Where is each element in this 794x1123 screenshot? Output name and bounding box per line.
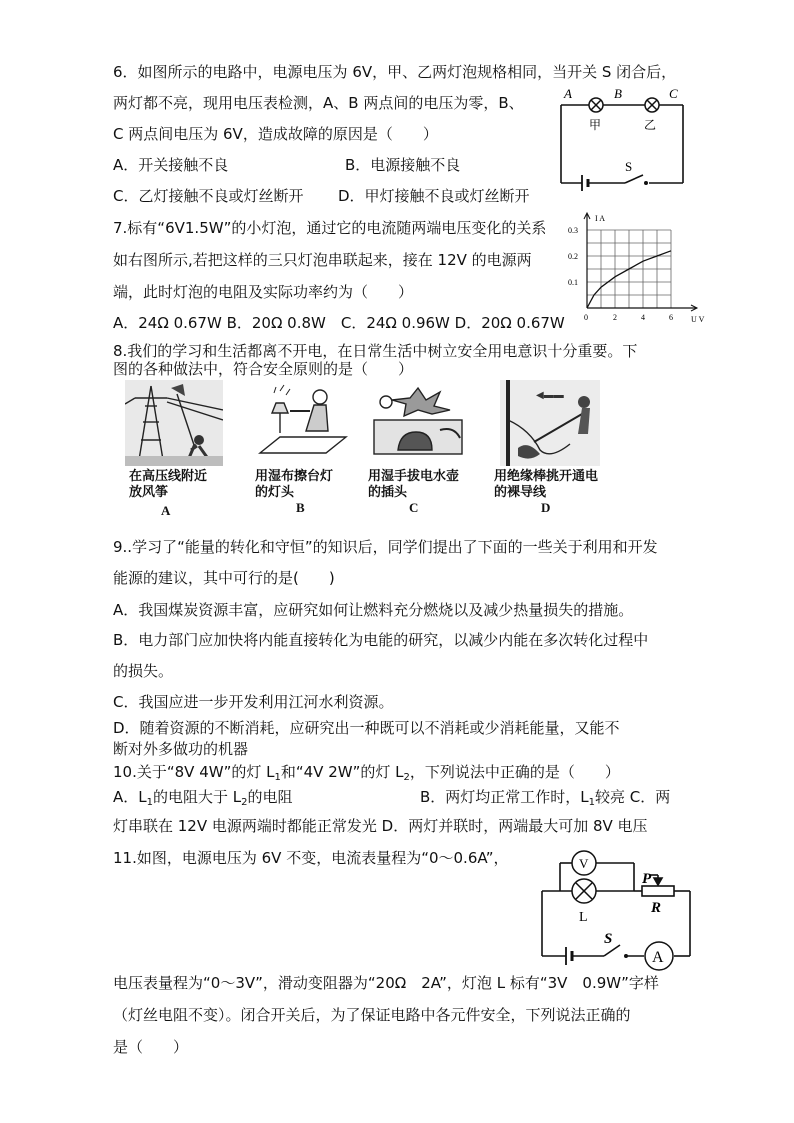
- q6-line2: 两灯都不亮，现用电压表检测，A、B 两点间的电压为零，B、: [113, 94, 524, 112]
- q9-option-a: A．我国煤炭资源丰富，应研究如何让燃料充分燃烧以及减少热量损失的措施。: [113, 601, 634, 619]
- q10-sub-1: 1: [274, 772, 281, 783]
- wiping-lamp-picture: [250, 383, 350, 465]
- switch-pivot: [644, 181, 648, 185]
- voltmeter-label: V: [579, 856, 589, 871]
- picture-d-caption-1: 用绝缘棒挑开通电: [494, 469, 599, 484]
- q10-opt-b-2: 较亮 C．两: [595, 788, 671, 806]
- q10-text-2: 和“4V 2W”的灯 L: [280, 763, 404, 781]
- q7-line2: 如右图所示,若把这样的三只灯泡串联起来，接在 12V 的电源两: [113, 251, 532, 269]
- y-tick-label: 0.1: [568, 278, 578, 287]
- q6-option-a: A．开关接触不良: [113, 156, 229, 174]
- q6-label-yi: 乙: [644, 118, 657, 132]
- q11-line4: 是（ ）: [113, 1038, 189, 1056]
- y-tick-label: 0.3: [568, 226, 578, 235]
- q7-line1: 7.标有“6V1.5W”的小灯泡，通过它的电流随两端电压变化的关系: [113, 219, 547, 237]
- y-tick-label: 0.2: [568, 252, 578, 261]
- origin-tick-label: 0: [584, 313, 588, 322]
- q9-option-d-line1: D．随着资源的不断消耗，应研究出一种既可以不消耗或少消耗能量，又能不: [113, 719, 620, 737]
- q11-line1: 11.如图，电源电压为 6V 不变，电流表量程为“0～0.6A”，: [113, 849, 509, 867]
- iv-chart: [565, 210, 715, 330]
- picture-c-caption-1: 用湿手拔电水壶: [368, 469, 460, 484]
- q9-option-c: C．我国应进一步开发利用江河水利资源。: [113, 693, 394, 711]
- lamp-yi-icon: [645, 98, 659, 112]
- q10-line3: 灯串联在 12V 电源两端时都能正常发光 D．两灯并联时，两端最大可加 8V 电压: [113, 817, 648, 835]
- q6-label-s: S: [625, 159, 633, 174]
- picture-d-letter: D: [541, 500, 551, 515]
- q10-text-1: 10.关于“8V 4W”的灯 L: [113, 763, 275, 781]
- y-axis-label: I A: [595, 214, 605, 223]
- q6-option-d: D．甲灯接触不良或灯丝断开: [338, 187, 530, 205]
- q6-circuit-diagram: [555, 85, 695, 195]
- q10-opt-a-3: 的电阻: [247, 788, 293, 806]
- q6-option-b: B．电源接触不良: [345, 156, 461, 174]
- q11-circuit-diagram: [538, 845, 698, 975]
- kite-near-powerline-picture: [125, 380, 223, 466]
- q6-label-c: C: [669, 86, 678, 101]
- q7-line3: 端，此时灯泡的电阻及实际功率约为（ ）: [113, 283, 414, 301]
- ammeter-label: A: [652, 949, 664, 966]
- insulated-rod-picture: [500, 380, 600, 466]
- q6-option-c: C．乙灯接触不良或灯丝断开: [113, 187, 304, 205]
- q10-opt-a-sub-2: 2: [241, 797, 248, 808]
- rheostat-r-label: R: [651, 900, 662, 916]
- q6-label-b: B: [614, 86, 622, 101]
- svg-text:◀▬▬: ◀▬▬: [536, 390, 564, 401]
- q10-opt-b-1: B．两灯均正常工作时，L: [420, 788, 589, 806]
- q10-opt-b-sub: 1: [588, 797, 596, 808]
- x-tick-label: 4: [641, 313, 645, 322]
- lamp-l-label: L: [579, 910, 588, 925]
- lamp-jia-icon: [589, 98, 603, 112]
- q6-label-a: A: [564, 86, 572, 101]
- q11-line2: 电压表量程为“0～3V”，滑动变阻器为“20Ω 2A”，灯泡 L 标有“3V 0.9W”字样: [113, 974, 659, 992]
- q10-text-3: ，下列说法中正确的是（ ）: [409, 763, 620, 781]
- q10-line1: [113, 762, 620, 788]
- q11-switch-pivot: [624, 954, 628, 958]
- x-tick-label: 6: [669, 313, 673, 322]
- picture-a-caption-2: 放风筝: [129, 485, 169, 500]
- picture-a-letter: A: [161, 503, 171, 518]
- q9-option-b-line2: 的损失。: [113, 662, 174, 680]
- picture-a-caption-1: 在高压线附近: [129, 469, 208, 484]
- q9-option-b-line1: B．电力部门应加快将内能直接转化为电能的研究，以减少内能在多次转化过程中: [113, 631, 649, 649]
- q10-opt-a-sub-1: 1: [146, 797, 153, 808]
- picture-d-caption-2: 的裸导线: [494, 485, 547, 500]
- picture-b-letter: B: [296, 500, 305, 515]
- q10-line2-left: [113, 787, 293, 813]
- q6-line1: 6．如图所示的电路中，电源电压为 6V，甲、乙两灯泡规格相同，当开关 S 闭合后，: [113, 63, 677, 81]
- x-axis-label: U V: [691, 315, 705, 324]
- q11-line3: （灯丝电阻不变）。闭合开关后，为了保证电路中各元件安全，下列说法正确的: [113, 1006, 631, 1024]
- q10-opt-a-2: 的电阻大于 L: [153, 788, 242, 806]
- slider-p-label: P: [642, 871, 652, 887]
- wet-hand-plug-picture: [370, 380, 470, 466]
- q8-line2: 图的各种做法中，符合安全原则的是（ ）: [113, 360, 414, 378]
- q8-line1: 8.我们的学习和生活都离不开电，在日常生活中树立安全用电意识十分重要。下: [113, 342, 638, 360]
- picture-b-caption-1: 用湿布擦台灯: [255, 469, 334, 484]
- lamp-l-icon: [572, 879, 596, 903]
- q6-label-jia: 甲: [589, 118, 602, 132]
- picture-c-letter: C: [409, 500, 419, 515]
- q6-line3: C 两点间电压为 6V，造成故障的原因是（ ）: [113, 125, 438, 143]
- q9-line2: 能源的建议，其中可行的是( ): [113, 569, 335, 587]
- q11-switch-label: S: [604, 931, 613, 947]
- q10-opt-a-1: A．L: [113, 788, 147, 806]
- x-tick-label: 2: [613, 313, 617, 322]
- q9-option-d-line2: 断对外多做功的机器: [113, 740, 249, 758]
- q10-line2-right: [420, 787, 670, 813]
- q10-sub-2: 2: [403, 772, 410, 783]
- q7-options: A．24Ω 0.67W B．20Ω 0.8W C．24Ω 0.96W D．20Ω 0.67W: [113, 314, 565, 332]
- picture-b-caption-2: 的灯头: [255, 485, 295, 500]
- q9-line1: 9..学习了“能量的转化和守恒”的知识后，同学们提出了下面的一些关于利用和开发: [113, 538, 658, 556]
- picture-c-caption-2: 的插头: [368, 485, 408, 500]
